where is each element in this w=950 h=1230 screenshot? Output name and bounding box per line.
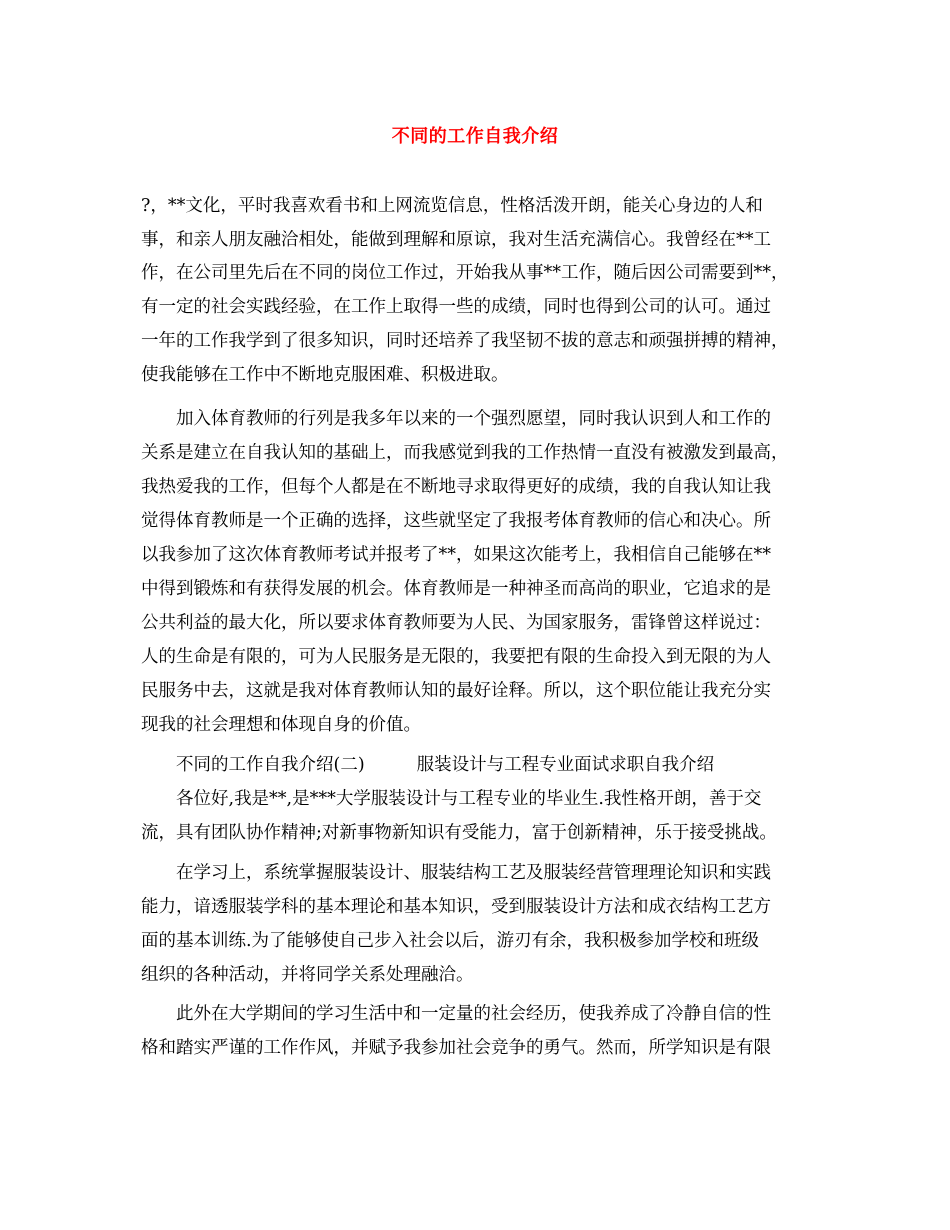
text-line: 作，在公司里先后在不同的岗位工作过，开始我从事**工作，随后因公司需要到**， xyxy=(141,263,789,283)
text-line: 民服务中去，这就是我对体育教师认知的最好诠释。所以，这个职位能让我充分实 xyxy=(141,681,771,701)
section-heading xyxy=(176,754,714,776)
text-line: 公共利益的最大化，所以要求体育教师要为人民、为国家服务，雷锋曾这样说过： xyxy=(141,613,771,633)
section-heading-subtitle: 服装设计与工程专业面试求职自我介绍 xyxy=(416,755,715,775)
text-line: 加入体育教师的行列是我多年以来的一个强烈愿望，同时我认识到人和工作的 xyxy=(176,409,771,429)
text-line: 使我能够在工作中不断地克服困难、积极进取。 xyxy=(141,365,509,385)
document-title: 不同的工作自我介绍 xyxy=(391,126,559,147)
text-line: 一年的工作我学到了很多知识，同时还培养了我坚韧不拔的意志和顽强拼搏的精神， xyxy=(141,331,789,351)
section-heading-part: 不同的工作自我介绍(二) xyxy=(176,755,365,775)
text-line: ?，**文化，平时我喜欢看书和上网流览信息，性格活泼开朗，能关心身边的人和 xyxy=(141,196,763,216)
text-line: 能力，谙透服装学科的基本理论和基本知识，受到服装设计方法和成衣结构工艺方 xyxy=(141,897,771,917)
text-line: 在学习上，系统掌握服装设计、服装结构工艺及服装经营管理理论知识和实践 xyxy=(176,863,771,883)
text-line: 关系是建立在自我认知的基础上，而我感觉到我的工作热情一直没有被激发到最高， xyxy=(141,443,789,463)
text-line: 以我参加了这次体育教师考试并报考了**，如果这次能考上，我相信自己能够在** xyxy=(141,545,771,565)
text-line: 此外在大学期间的学习生活中和一定量的社会经历，使我养成了冷静自信的性 xyxy=(176,1004,771,1024)
text-line: 人的生命是有限的，可为人民服务是无限的，我要把有限的生命投入到无限的为人 xyxy=(141,647,771,667)
text-line: 各位好,我是**,是***大学服装设计与工程专业的毕业生.我性格开朗，善于交 xyxy=(176,789,762,809)
text-line: 有一定的社会实践经验，在工作上取得一些的成绩，同时也得到公司的认可。通过 xyxy=(141,297,771,317)
text-line: 面的基本训练.为了能够使自己步入社会以后，游刃有余，我积极参加学校和班级 xyxy=(141,931,760,951)
text-line: 格和踏实严谨的工作作风，并赋予我参加社会竞争的勇气。然而，所学知识是有限 xyxy=(141,1038,771,1058)
text-line: 组织的各种活动，并将同学关系处理融洽。 xyxy=(141,965,474,985)
text-line: 觉得体育教师是一个正确的选择，这些就坚定了我报考体育教师的信心和决心。所 xyxy=(141,511,771,531)
text-line: 现我的社会理想和体现自身的价值。 xyxy=(141,715,421,735)
text-line: 流，具有团队协作精神;对新事物新知识有受能力，富于创新精神，乐于接受挑战。 xyxy=(141,823,777,843)
text-line: 中得到锻炼和有获得发展的机会。体育教师是一种神圣而高尚的职业，它追求的是 xyxy=(141,579,771,599)
text-line: 我热爱我的工作，但每个人都是在不断地寻求取得更好的成绩，我的自我认知让我 xyxy=(141,477,771,497)
text-line: 事，和亲人朋友融洽相处，能做到理解和原谅，我对生活充满信心。我曾经在**工 xyxy=(141,230,771,250)
